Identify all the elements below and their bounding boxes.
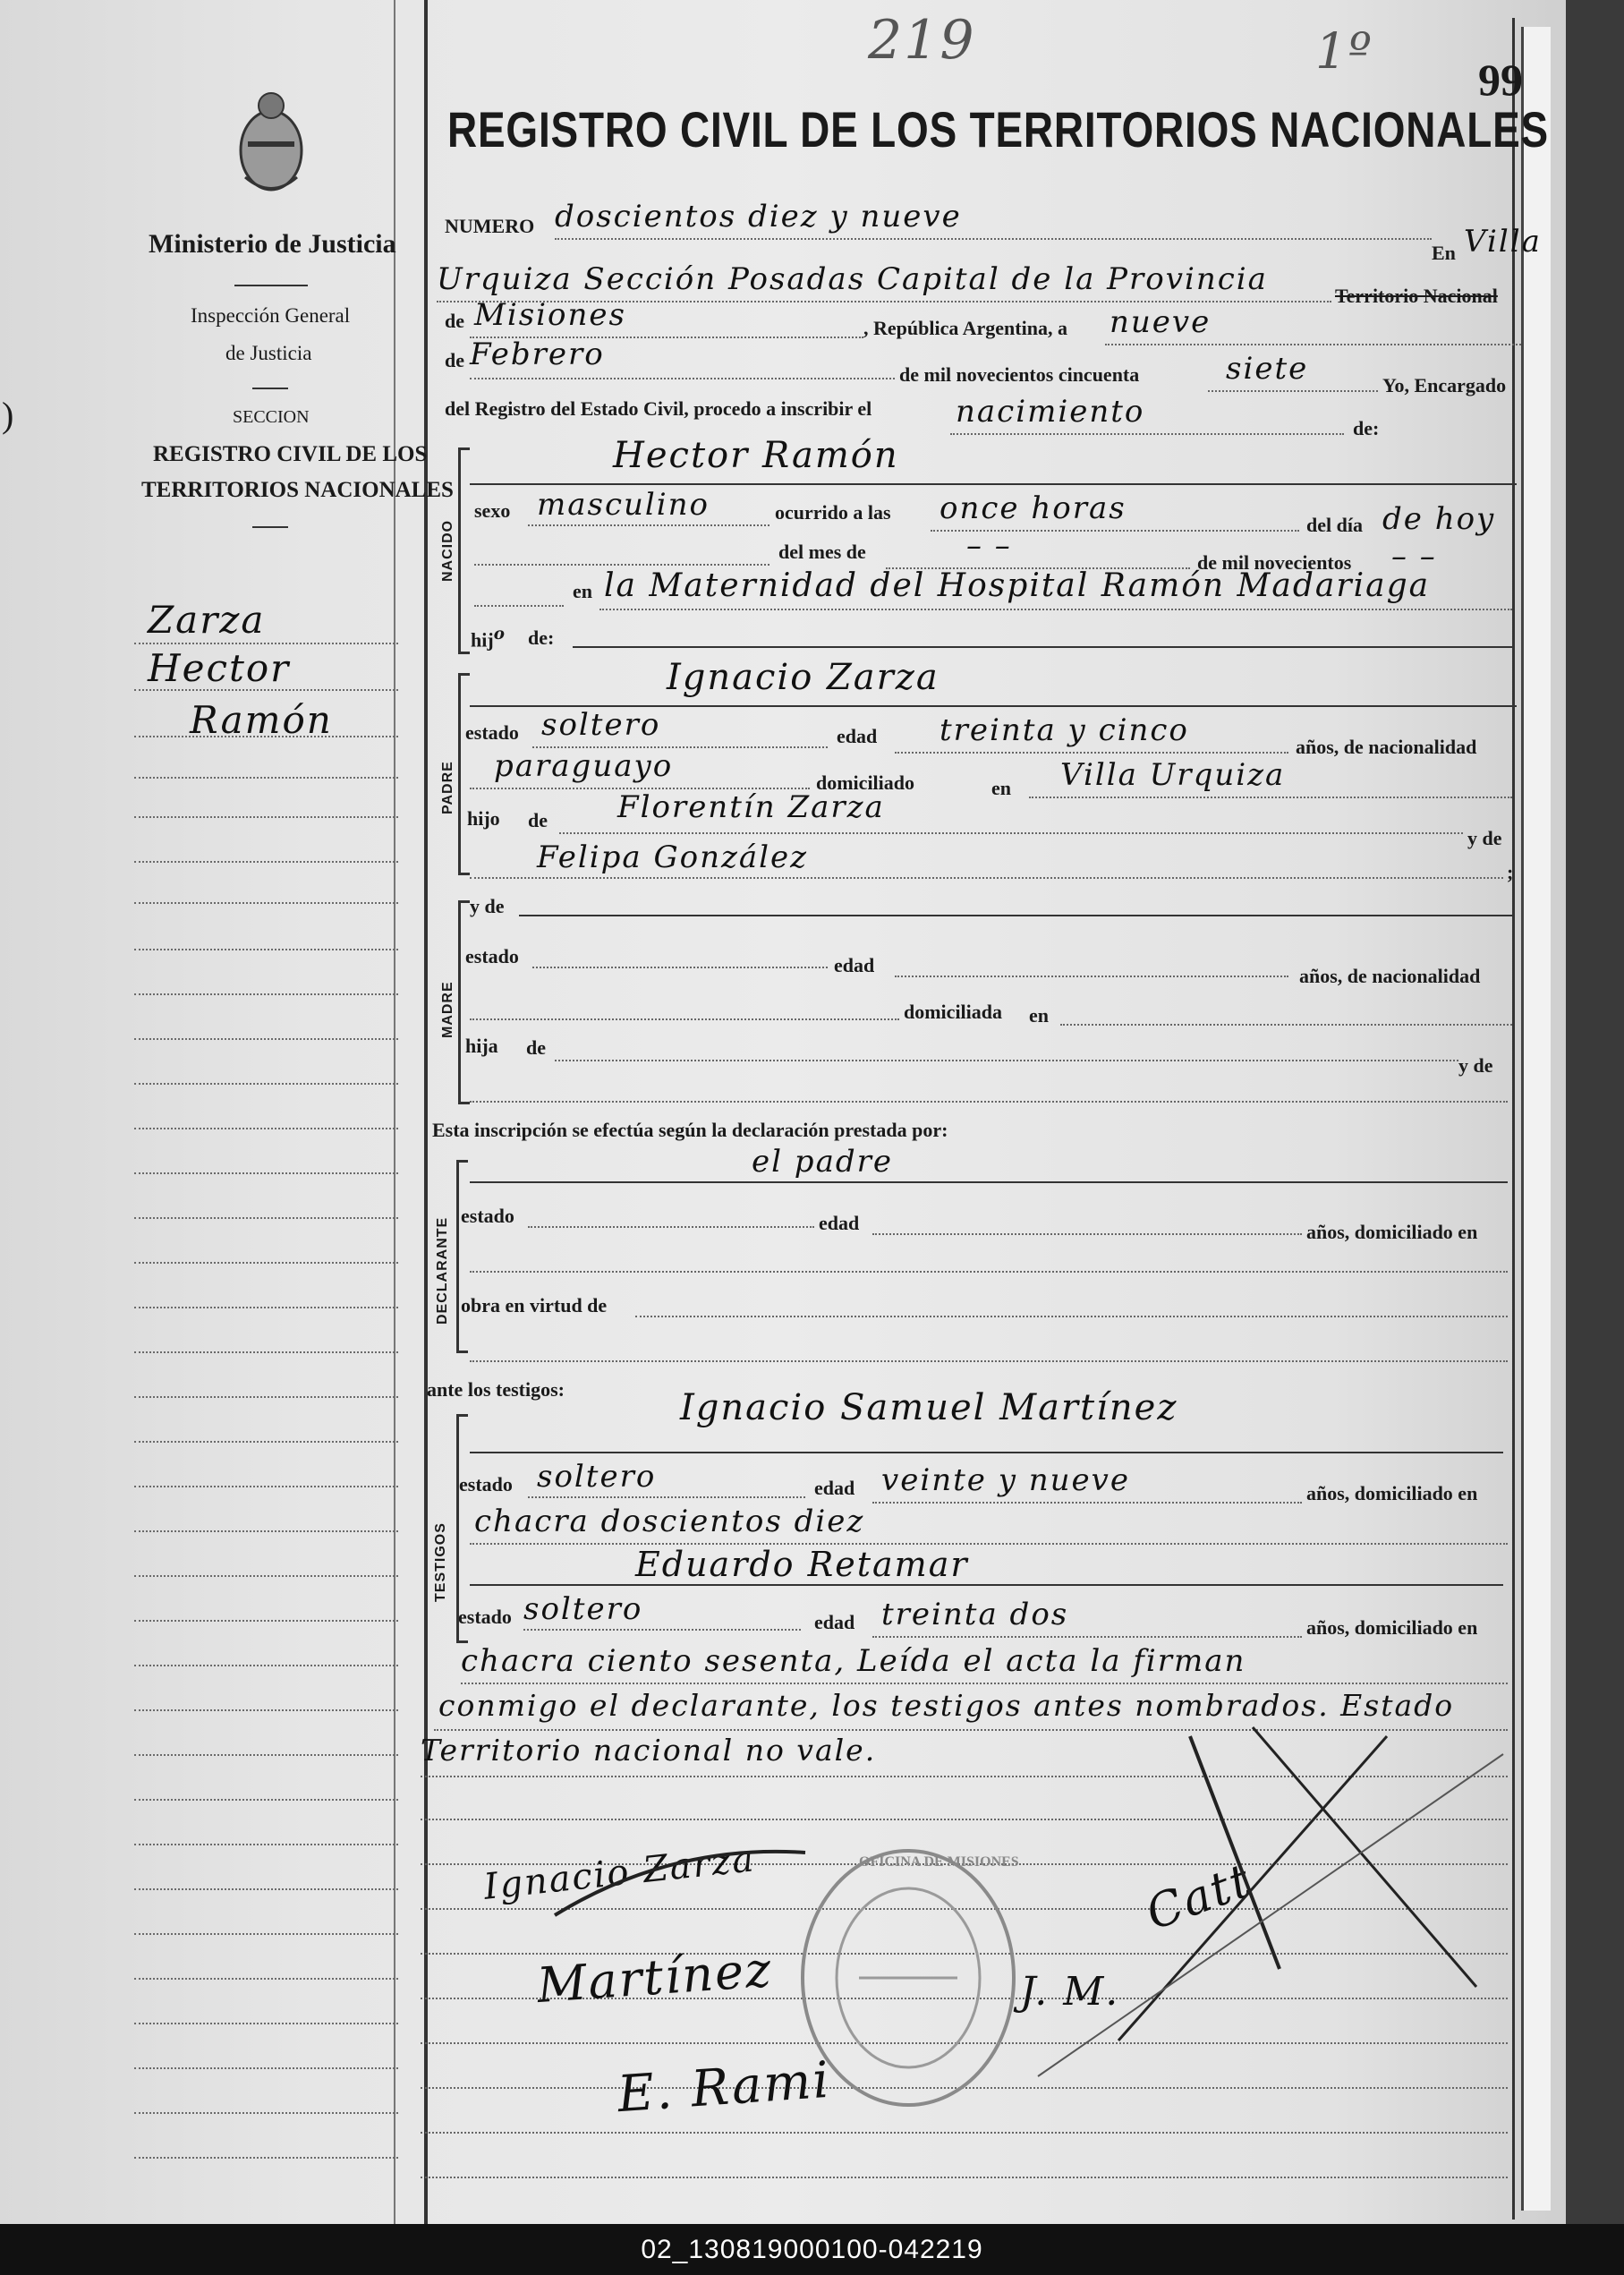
column-divider (424, 0, 428, 2224)
en-label: En (1432, 242, 1456, 264)
mil-label: de mil novecientos (1197, 551, 1352, 574)
declarante-anos-label: años, domiciliado en (1306, 1221, 1478, 1243)
dia-label: del día (1306, 514, 1363, 536)
padre-estado-label: estado (465, 721, 519, 744)
hora-value: once horas (940, 490, 1127, 526)
section-name-line1: REGISTRO CIVIL DE LOS (153, 442, 428, 466)
declarante-edad-label: edad (819, 1212, 860, 1234)
padre-label: PADRE (440, 761, 455, 814)
sexo-label: sexo (474, 499, 511, 522)
edge-mark: ) (2, 395, 14, 435)
padre-anos-label: años, de nacionalidad (1296, 736, 1477, 758)
madre-y-de2-label: y de (1458, 1054, 1493, 1077)
testigo2-edad-label: edad (814, 1611, 855, 1633)
closing-line2: Territorio nacional no vale. (421, 1733, 877, 1768)
signature-2: Martínez (535, 1940, 775, 2015)
testigo2-estado: soltero (523, 1591, 643, 1627)
madre-edad-label: edad (834, 954, 875, 976)
closing-line1: conmigo el declarante, los testigos antes nombrados. Estado (438, 1688, 1455, 1723)
province-value: Misiones (474, 297, 626, 333)
padre-hijo-label: hijo (467, 807, 500, 830)
binding-strip (1521, 27, 1551, 2211)
numero-value: doscientos diez y nueve (555, 199, 962, 234)
declarante-label: DECLARANTE (435, 1216, 450, 1325)
place-value: Urquiza Sección Posadas Capital de la Provincia (437, 261, 1268, 297)
declarante-value: el padre (752, 1144, 893, 1180)
testigo1-edad-label: edad (814, 1477, 855, 1499)
coat-of-arms-icon (234, 88, 308, 197)
en-nacido-label: en (573, 580, 592, 602)
hij-suffix: o (493, 625, 505, 643)
madre-domiciliada-label: domiciliada (904, 1001, 1003, 1023)
madre-label: MADRE (440, 981, 455, 1038)
signature-5: J. M. (1020, 1969, 1120, 2015)
margin-firstname: Hector (148, 646, 291, 690)
obra-label: obra en virtud de (461, 1294, 608, 1316)
padre-edad-value: treinta y cinco (940, 712, 1189, 748)
ocurrido-label: ocurrido a las (775, 501, 891, 524)
testigo1-anos-label: años, domiciliado en (1306, 1482, 1478, 1504)
testigos-intro: ante los testigos: (427, 1378, 565, 1401)
testigo1-estado-label: estado (459, 1473, 513, 1495)
madre-hija-de-label: de (526, 1036, 546, 1059)
seal-text: OFICINA DE MISIONES (859, 1854, 1019, 1870)
testigo2-edad: treinta dos (881, 1597, 1069, 1632)
madre-anos-label: años, de nacionalidad (1299, 965, 1481, 987)
mil-value: – – (1391, 539, 1437, 575)
padre-estado-value: soltero (541, 707, 661, 743)
padre-domiciliado-label: domiciliado (816, 771, 915, 794)
territorio-label: Territorio Nacional (1335, 285, 1498, 307)
padre-name: Ignacio Zarza (667, 657, 940, 698)
nacido-label: NACIDO (440, 519, 455, 582)
de-label: de (445, 310, 464, 332)
year-value: siete (1226, 351, 1309, 387)
signature-1: Ignacio Zarza (481, 1838, 758, 1908)
encargado-label: Yo, Encargado (1382, 374, 1507, 396)
padre-padre-de: Florentín Zarza (617, 789, 885, 825)
hij-text: hij (471, 628, 494, 652)
padre-hijo-de-label: de (528, 809, 548, 831)
page-edge (1566, 0, 1624, 2224)
republica-label: , República Argentina, a (863, 317, 1067, 339)
declaracion-intro: Esta inscripción se efectúa según la declaración prestada por: (432, 1119, 948, 1141)
margin-middlename: Ramón (190, 698, 333, 742)
file-id: 02_130819000100-042219 (641, 2235, 983, 2264)
inscribir-value: nacimiento (956, 394, 1145, 430)
padre-domicilio: Villa Urquiza (1060, 757, 1286, 793)
inspection-line1: Inspección General (191, 304, 351, 327)
mes-value: – – (966, 528, 1012, 564)
page-number: 99 (1478, 55, 1523, 105)
nacido-name: Hector Ramón (613, 435, 899, 476)
mes-label: del mes de (778, 541, 866, 563)
testigo2-anos-label: años, domiciliado en (1306, 1616, 1478, 1639)
testigo2-domicilio: chacra ciento sesenta, Leída el acta la firman (461, 1643, 1246, 1679)
testigos-label: TESTIGOS (433, 1522, 448, 1602)
column-divider-inner (394, 0, 395, 2224)
madre-y-de-label: y de (470, 895, 505, 917)
hij-label (471, 625, 505, 652)
section-label: SECCION (233, 407, 310, 427)
hand-top-number: 219 (868, 9, 976, 72)
hand-top-right: 1º (1315, 22, 1373, 80)
signature-3: E. Rami (616, 2050, 833, 2125)
de3-label: de: (1353, 417, 1380, 439)
declarante-estado-label: estado (461, 1205, 514, 1227)
section-name-line2: TERRITORIOS NACIONALES (141, 478, 454, 502)
day-value: nueve (1110, 304, 1212, 340)
page-title: REGISTRO CIVIL DE LOS TERRITORIOS NACIONALES (447, 101, 1549, 158)
hij-de-label: de: (528, 626, 555, 649)
ministry-name: Ministerio de Justicia (149, 229, 396, 259)
signature-4: Catt (1139, 1853, 1260, 1941)
sexo-value: masculino (537, 487, 710, 523)
testigo1-estado: soltero (537, 1459, 657, 1495)
en-value: Villa (1464, 224, 1542, 260)
numero-label: NUMERO (445, 215, 535, 237)
testigo2-name: Eduardo Retamar (635, 1545, 969, 1584)
testigo1-name: Ignacio Samuel Martínez (680, 1387, 1178, 1428)
testigo1-edad: veinte y nueve (881, 1462, 1130, 1498)
madre-estado-label: estado (465, 945, 519, 967)
testigo2-estado-label: estado (458, 1606, 512, 1628)
madre-hija-label: hija (465, 1035, 498, 1057)
madre-en-label: en (1029, 1004, 1049, 1027)
padre-nacionalidad: paraguayo (494, 748, 674, 784)
dia-value: de hoy (1382, 501, 1496, 537)
padre-semicolon: ; (1507, 861, 1514, 883)
padre-en-label: en (991, 777, 1011, 799)
de2-label: de (445, 349, 464, 371)
cancellation-strokes (537, 1700, 1521, 2148)
footer-bar (0, 2224, 1624, 2275)
margin-surname: Zarza (148, 598, 266, 642)
testigo1-domicilio: chacra doscientos diez (474, 1504, 865, 1539)
lugar-value: la Maternidad del Hospital Ramón Madariaga (604, 567, 1431, 604)
year-label: de mil novecientos cincuenta (899, 363, 1140, 386)
padre-madre-de: Felipa González (537, 839, 809, 875)
padre-edad-label: edad (837, 725, 878, 747)
padre-y-de-label: y de (1467, 827, 1502, 849)
inspection-line2: de Justicia (225, 342, 312, 364)
registro-label: del Registro del Estado Civil, procedo a inscribir el (445, 397, 872, 420)
month-value: Febrero (470, 337, 605, 372)
